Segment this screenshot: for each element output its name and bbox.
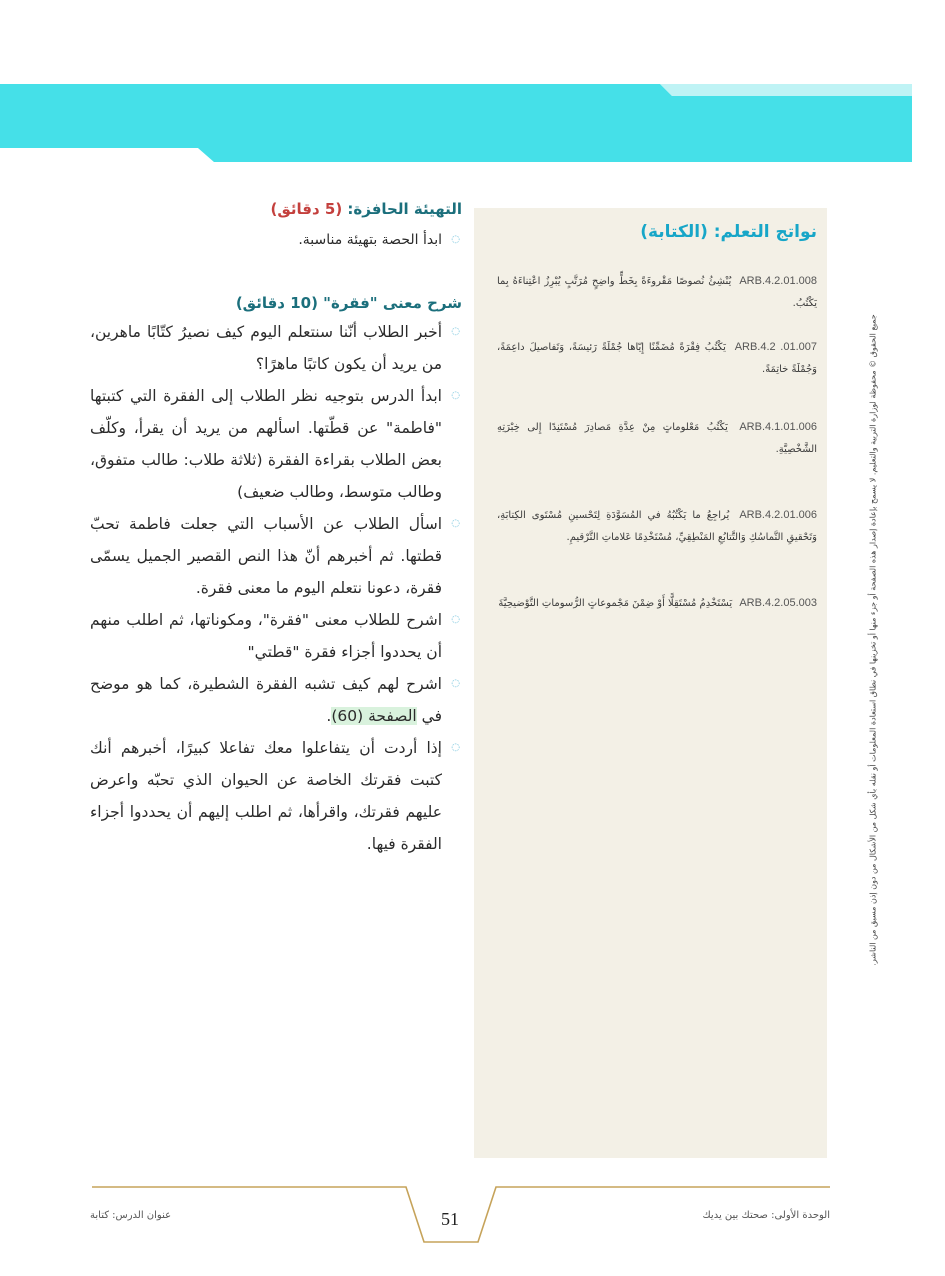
- explain-title: [90, 294, 462, 312]
- outcome-code: ARB.4.2.01.006: [739, 509, 817, 521]
- outcome-item: [497, 336, 817, 381]
- bullet-icon: ◌: [451, 678, 460, 689]
- warmup-duration: (5 دقائق): [270, 200, 343, 218]
- outcome-text: يَسْتَخْدِمُ مُسْتَقِلًّا أَوْ ضِمْنَ مَجْموعاتٍ الرُّسوماتِ التَّوْضيحِيَّةَ: [498, 598, 733, 609]
- outcome-item: [497, 416, 817, 461]
- outcome-text: يَكْتُبُ مَعْلوماتٍ مِنْ عِدَّةِ مَصادِرَ مُسْتَنِدًا إِلى خِبْرَتِهِ الشَّخْصِيَّةِ.: [497, 422, 817, 455]
- warmup-list: [90, 224, 462, 256]
- page-reference: الصفحة (60): [331, 707, 417, 725]
- outcome-code: ARB.4.1.01.006: [739, 421, 817, 433]
- page-number: 51: [441, 1209, 459, 1229]
- learning-outcomes-title: نواتج التعلم: (الكتابة): [640, 222, 817, 242]
- outcome-text: يُنْشِئُ نُصوصًا مَقْروءَةً بِخَطٍّ واضِحٍ مُرَتَّبٍ يُبْرِزُ اعْتِناءَهُ بِما يَكْتُبُ.: [497, 276, 817, 309]
- outcome-text: يَكْتُبُ فِقْرَةً مُضَمِّنًا إِيّاها جُمْلَةً رَئيسَةً، وَتَفاصيلَ داعِمَةً، وَجُمْلَةً خاتِمَةً.: [497, 342, 817, 375]
- bullet-icon: ◌: [451, 326, 460, 337]
- unit-title-footer: الوحدة الأولى: صحتك بين يديك: [702, 1210, 830, 1221]
- list-item: ◌ ابدأ الحصة بتهيئة مناسبة.: [90, 224, 462, 256]
- list-item: ◌ أخبر الطلاب أنّنا سنتعلم اليوم كيف نصيرُ كتّابًا ماهرين، من يريد أن يكون كاتبًا ماهرًا؟: [90, 316, 462, 380]
- outcome-item: [497, 270, 817, 315]
- list-item: ◌ إذا أردت أن يتفاعلوا معك تفاعلا كبيرًا، أخبرهم أنك كتبت فقرتك الخاصة عن الحيوان الذي تحبّه واعرض عليهم فقرتك، واقرأها، ثم اطلب إليهم أن يحددوا أجزاء الفقرة فيها.: [90, 732, 462, 860]
- outcome-code: ARB.4.2 .01.007: [734, 341, 817, 353]
- bullet-icon: ◌: [451, 518, 460, 529]
- copyright-note: [866, 290, 880, 990]
- bullet-icon: ◌: [451, 390, 460, 401]
- list-item: ◌ ابدأ الدرس بتوجيه نظر الطلاب إلى الفقرة التي كتبتها "فاطمة" عن قطّتها. اسألهم من يريد أن يقرأ، وكلّف بعض الطلاب بقراءة الفقرة (ثلاثة طلاب: طالب متفوق، وطالب متوسط، وطالب ضعيف): [90, 380, 462, 508]
- explain-duration: (10 دقائق): [235, 294, 318, 312]
- outcome-item: [497, 504, 817, 549]
- outcome-item: [497, 592, 817, 615]
- bullet-icon: ◌: [451, 234, 460, 245]
- bullet-icon: ◌: [451, 742, 460, 753]
- lesson-main-column: [90, 200, 462, 860]
- header-banner: [0, 84, 912, 162]
- bullet-icon: ◌: [451, 614, 460, 625]
- outcome-text: يُراجِعُ ما يَكْتُبُهُ في المُسَوَّدَةِ لِتَحْسينِ مُسْتَوى الكِتابَةِ، وَتَحْقيقِ التَّماسُكِ وَالتَّتابُعِ المَنْطِقِيِّ، مُسْتَخْدِمًا عَلاماتِ التَّرْقيمِ.: [497, 510, 817, 543]
- learning-outcomes-panel: [474, 208, 827, 1158]
- list-item: ◌ اسأل الطلاب عن الأسباب التي جعلت فاطمة تحبّ قطتها. ثم أخبرهم أنّ هذا النص القصير الجميل يسمّى فقرة، دعونا نتعلم اليوم ما معنى فقرة.: [90, 508, 462, 604]
- outcome-code: ARB.4.2.01.008: [739, 275, 817, 287]
- warmup-title: [90, 200, 462, 218]
- copyright-text: جميع الحقوق © محفوظة لوزارة التربية والتعليم. لا يسمح بإعادة إصدار هذه الصفحة أو جزء منها أو تخزينها في نطاق استعادة المعلومات أو نقله بأي شكل من الأشكال من دون إذن مسبق من الناشر.: [868, 314, 878, 966]
- outcome-code: ARB.4.2.05.003: [739, 597, 817, 609]
- list-item: ◌ اشرح لهم كيف تشبه الفقرة الشطيرة، كما هو موضح في الصفحة (60).: [90, 668, 462, 732]
- list-item: ◌ اشرح للطلاب معنى "فقرة"، ومكوناتها، ثم اطلب منهم أن يحددوا أجزاء فقرة "قطتي": [90, 604, 462, 668]
- warmup-title-text: التهيئة الحافزة:: [347, 200, 462, 218]
- explain-list: [90, 316, 462, 860]
- explain-title-text: شرح معنى "فقرة": [323, 294, 462, 312]
- lesson-title-footer: عنوان الدرس: كتابة: [90, 1210, 172, 1221]
